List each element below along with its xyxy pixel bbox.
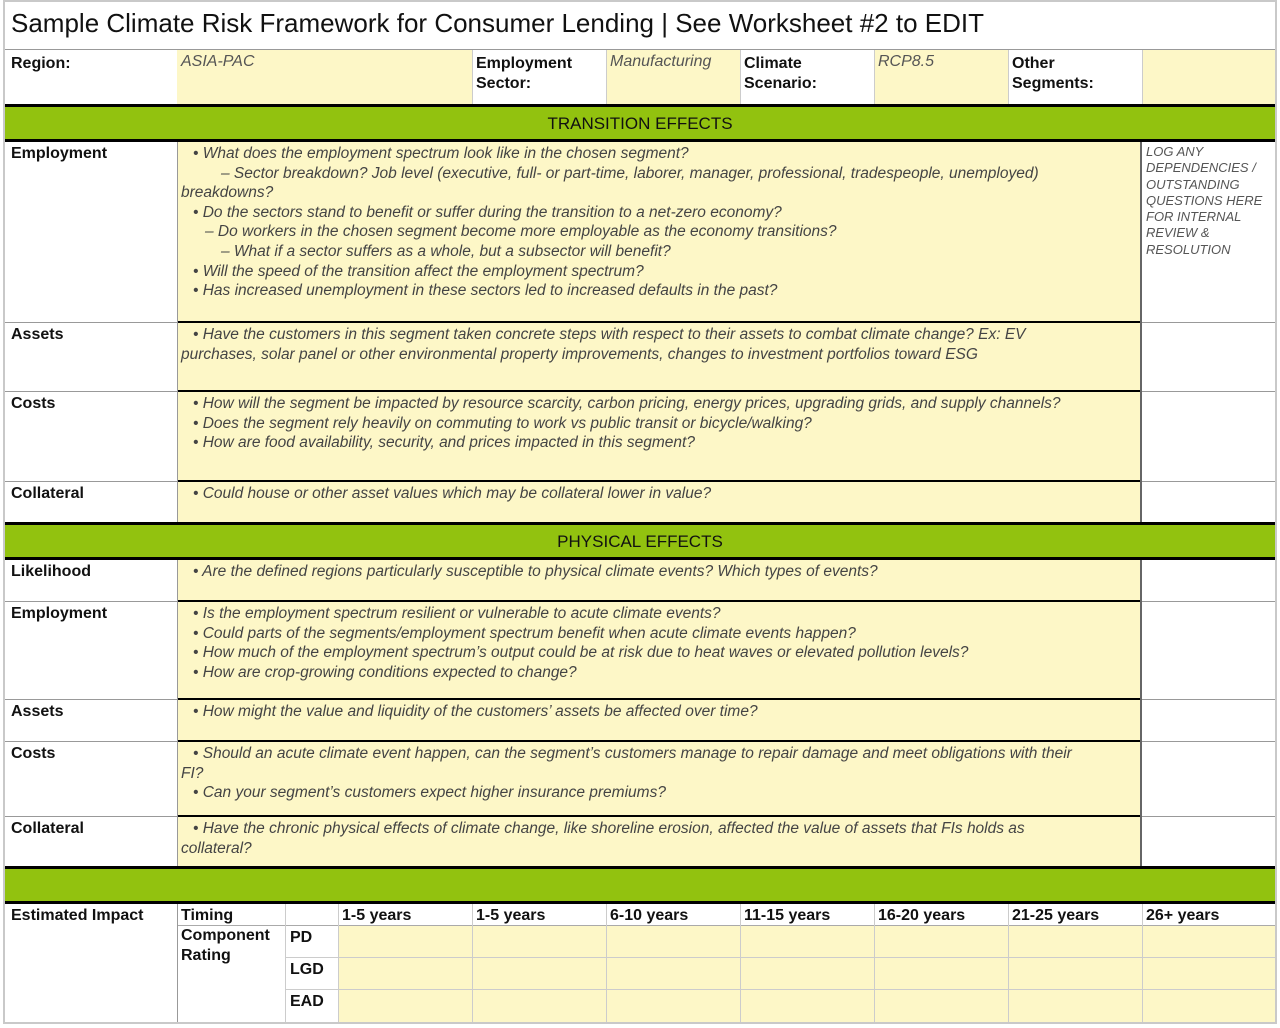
climate-scenario-input[interactable]: RCP8.5: [874, 50, 1008, 104]
question-line: • Are the defined regions particularly susceptible to physical climate events? Which types of events?: [193, 563, 878, 580]
transition-effects-band: TRANSITION EFFECTS: [5, 107, 1275, 139]
timing-header: 1-5 years: [476, 907, 546, 924]
transition-collateral-questions[interactable]: [177, 482, 1140, 522]
transition-assets-label: Assets: [11, 326, 64, 343]
transition-assets-questions[interactable]: [177, 323, 1140, 391]
transition-costs-label: Costs: [11, 395, 56, 412]
question-line: • Can your segment’s customers expect higher insurance premiums?: [193, 784, 666, 802]
question-line: FI?: [181, 764, 204, 782]
question-line: • How are food availability, security, and prices impacted in this segment?: [193, 434, 695, 452]
question-line: – Do workers in the chosen segment become more employable as the economy transitions?: [205, 223, 837, 241]
physical-effects-band: PHYSICAL EFFECTS: [5, 525, 1275, 557]
question-line: • Does the segment rely heavily on commuting to work vs public transit or bicycle/walking?: [193, 414, 812, 432]
question-line: • Could house or other asset values which may be collateral lower in value?: [193, 485, 712, 502]
component-rating-label: Component Rating: [181, 927, 270, 964]
timing-header: 11-15 years: [744, 907, 831, 924]
impact-band: [5, 869, 1275, 901]
climate-risk-sheet: [3, 0, 1277, 1024]
employment-sector-input[interactable]: Manufacturing: [606, 50, 740, 104]
employment-sector-label: Employment Sector:: [476, 55, 573, 92]
question-line: • Have the chronic physical effects of climate change, like shoreline erosion, affected the value of assets that FIs holds as: [193, 820, 1025, 837]
timing-label: Timing: [181, 907, 234, 924]
timing-header: 26+ years: [1146, 907, 1220, 924]
timing-header: 6-10 years: [610, 907, 689, 924]
physical-costs-label: Costs: [11, 745, 56, 762]
rating-label-ead: EAD: [290, 993, 324, 1010]
rating-label-lgd: LGD: [290, 961, 324, 978]
other-segments-label: Other Segments:: [1012, 55, 1094, 92]
question-line: • How much of the employment spectrum’s output could be at risk due to heat waves or elevated pollution levels?: [193, 644, 969, 662]
question-line: breakdowns?: [181, 184, 274, 202]
outstanding-questions-note[interactable]: LOG ANY DEPENDENCIES / OUTSTANDING QUESTIONS HERE FOR INTERNAL REVIEW & RESOLUTION: [1146, 144, 1263, 257]
question-line: collateral?: [181, 839, 252, 857]
question-line: – Sector breakdown? Job level (executive, full- or part-time, laborer, manager, professional, tradespeople, unemployed): [221, 164, 1039, 182]
sheet-title: Sample Climate Risk Framework for Consumer Lending | See Worksheet #2 to EDIT: [11, 8, 984, 38]
question-line: – What if a sector suffers as a whole, but a subsector will benefit?: [221, 242, 671, 260]
rating-input-grid[interactable]: [338, 926, 1275, 1022]
other-segments-input[interactable]: [1142, 50, 1275, 104]
question-line: • Has increased unemployment in these sectors led to increased defaults in the past?: [193, 282, 778, 300]
question-line: • Could parts of the segments/employment spectrum benefit when acute climate events happen?: [193, 624, 856, 642]
physical-likelihood-questions[interactable]: [177, 560, 1140, 601]
question-line: • Do the sectors stand to benefit or suffer during the transition to a net-zero economy?: [193, 203, 782, 221]
physical-collateral-label: Collateral: [11, 820, 84, 837]
transition-employment-questions[interactable]: [177, 142, 1140, 322]
question-line: • Have the customers in this segment taken concrete steps with respect to their assets to combat climate change? Ex: EV: [193, 326, 1026, 343]
region-input[interactable]: ASIA-PAC: [177, 50, 472, 104]
question-line: • Is the employment spectrum resilient or vulnerable to acute climate events?: [193, 605, 721, 622]
question-line: • Will the speed of the transition affect the employment spectrum?: [193, 262, 644, 280]
physical-costs-questions[interactable]: [177, 742, 1140, 816]
region-label: Region:: [11, 55, 71, 72]
timing-header: 1-5 years: [342, 907, 412, 924]
estimated-impact-label: Estimated Impact: [11, 907, 144, 924]
transition-costs-questions[interactable]: [177, 392, 1140, 481]
question-line: • Should an acute climate event happen, can the segment’s customers manage to repair damage and meet obligations with their: [193, 745, 1072, 762]
physical-collateral-questions[interactable]: [177, 817, 1140, 866]
transition-collateral-label: Collateral: [11, 485, 84, 502]
question-line: • How will the segment be impacted by resource scarcity, carbon pricing, energy prices, upgrading grids, and supply channels?: [193, 395, 1061, 412]
physical-assets-questions[interactable]: [177, 700, 1140, 741]
climate-scenario-label: Climate Scenario:: [744, 55, 817, 92]
transition-employment-label: Employment: [11, 145, 108, 162]
question-line: • How are crop-growing conditions expected to change?: [193, 663, 577, 681]
physical-assets-label: Assets: [11, 703, 64, 720]
question-line: • How might the value and liquidity of the customers’ assets be affected over time?: [193, 703, 758, 720]
physical-likelihood-label: Likelihood: [11, 563, 91, 580]
physical-employment-label: Employment: [11, 605, 108, 622]
physical-employment-questions[interactable]: [177, 602, 1140, 699]
question-line: purchases, solar panel or other environmental property improvements, changes to investment portfolios toward ESG: [181, 345, 978, 363]
rating-label-pd: PD: [290, 929, 313, 946]
timing-header: 21-25 years: [1012, 907, 1100, 924]
timing-header: 16-20 years: [878, 907, 966, 924]
question-line: • What does the employment spectrum look like in the chosen segment?: [193, 145, 689, 162]
